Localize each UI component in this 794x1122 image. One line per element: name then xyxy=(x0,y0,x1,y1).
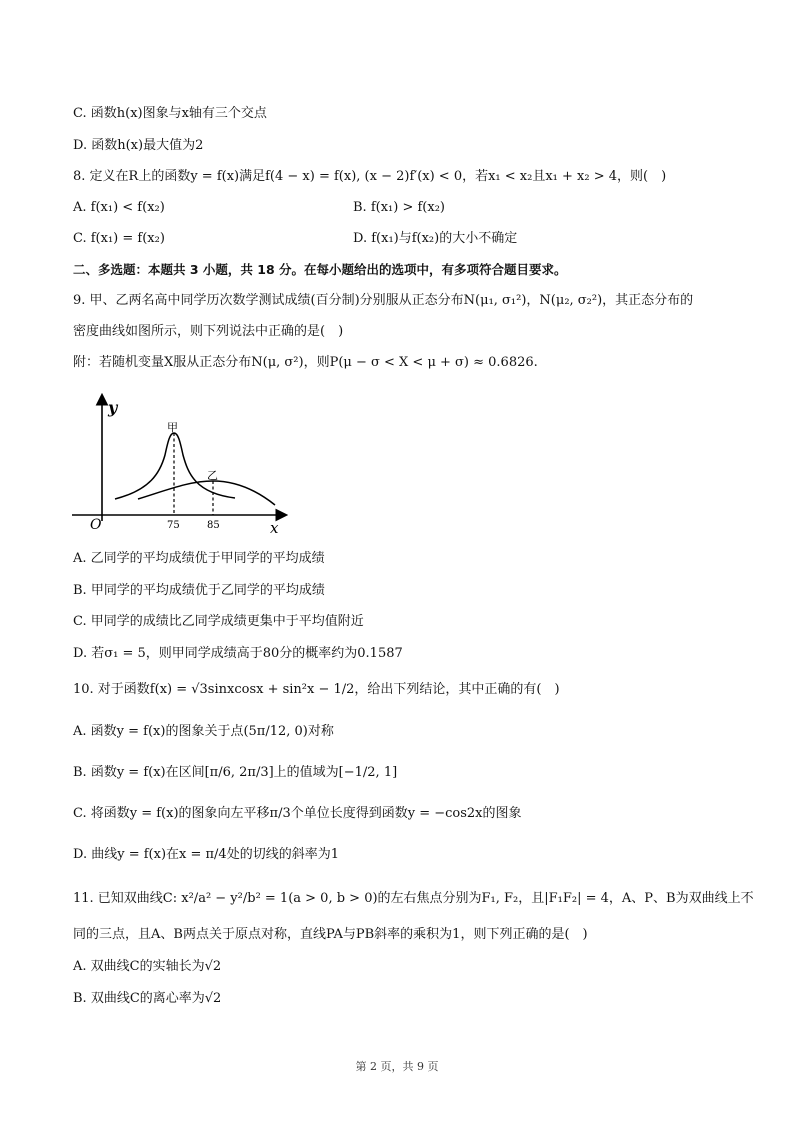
page-footer: 第 2 页，共 9 页 xyxy=(355,1060,439,1073)
question-9-line1: 9. 甲、乙两名高中同学历次数学测试成绩(百分制)分别服从正态分布N(μ₁, σ₁²)，N(μ₂, σ₂²)，其正态分布的 xyxy=(73,293,694,308)
q8-option-a: A. f(x₁) < f(x₂) xyxy=(73,200,165,215)
q10-option-c: C. 将函数y = f(x)的图象向左平移π/3个单位长度得到函数y = −cos2x的图象 xyxy=(73,806,522,821)
q9-option-d: D. 若σ₁ = 5，则甲同学成绩高于80分的概率约为0.1587 xyxy=(73,646,403,661)
question-9-line2: 密度曲线如图所示，则下列说法中正确的是( ) xyxy=(73,324,344,339)
q8-option-b: B. f(x₁) > f(x₂) xyxy=(353,200,445,215)
y-axis-label: y xyxy=(108,398,118,417)
q8-option-c: C. f(x₁) = f(x₂) xyxy=(73,231,165,246)
tick-85: 85 xyxy=(207,520,220,531)
curve-yi xyxy=(138,481,275,505)
option-d-prev: D. 函数h(x)最大值为2 xyxy=(73,138,204,153)
q9-option-a: A. 乙同学的平均成绩优于甲同学的平均成绩 xyxy=(73,551,325,566)
q9-option-c: C. 甲同学的成绩比乙同学成绩更集中于平均值附近 xyxy=(73,614,364,629)
question-11-line1: 11. 已知双曲线C: x²/a² − y²/b² = 1(a > 0, b > 0)的左右焦点分别为F₁, F₂，且|F₁F₂| = 4，A、P、B为双曲线上不 xyxy=(73,891,754,906)
question-11-line2: 同的三点，且A、B两点关于原点对称，直线PA与PB斜率的乘积为1，则下列正确的是( ) xyxy=(73,927,588,942)
q9-option-b: B. 甲同学的平均成绩优于乙同学的平均成绩 xyxy=(73,583,325,598)
question-9-note: 附：若随机变量X服从正态分布N(μ, σ²)，则P(μ − σ < X < μ + σ) ≈ 0.6826. xyxy=(73,355,538,370)
origin-label: O xyxy=(90,517,102,533)
curve-jia xyxy=(115,433,235,499)
x-axis-label: x xyxy=(270,519,279,537)
q11-option-a: A. 双曲线C的实轴长为√2 xyxy=(73,959,222,974)
q11-option-b: B. 双曲线C的离心率为√2 xyxy=(73,991,222,1006)
q10-option-d: D. 曲线y = f(x)在x = π/4处的切线的斜率为1 xyxy=(73,847,339,862)
curve-jia-label: 甲 xyxy=(167,421,178,434)
normal-distribution-figure xyxy=(70,393,290,538)
q8-option-d: D. f(x₁)与f(x₂)的大小不确定 xyxy=(353,231,518,246)
tick-75: 75 xyxy=(167,520,180,531)
q10-option-b: B. 函数y = f(x)在区间[π/6, 2π/3]上的值域为[−1/2, 1] xyxy=(73,765,398,780)
question-8: 8. 定义在R上的函数y = f(x)满足f(4 − x) = f(x), (x − 2)f′(x) < 0，若x₁ < x₂且x₁ + x₂ > 4，则( ) xyxy=(73,169,667,184)
curve-yi-label: 乙 xyxy=(207,469,218,482)
section-heading: 二、多选题：本题共 3 小题，共 18 分。在每小题给出的选项中，有多项符合题目要求。 xyxy=(73,262,567,277)
option-c-prev: C. 函数h(x)图象与x轴有三个交点 xyxy=(73,106,267,121)
q10-option-a: A. 函数y = f(x)的图象关于点(5π/12, 0)对称 xyxy=(73,724,334,739)
question-10: 10. 对于函数f(x) = √3sinxcosx + sin²x − 1/2，给出下列结论，其中正确的有( ) xyxy=(73,682,560,697)
